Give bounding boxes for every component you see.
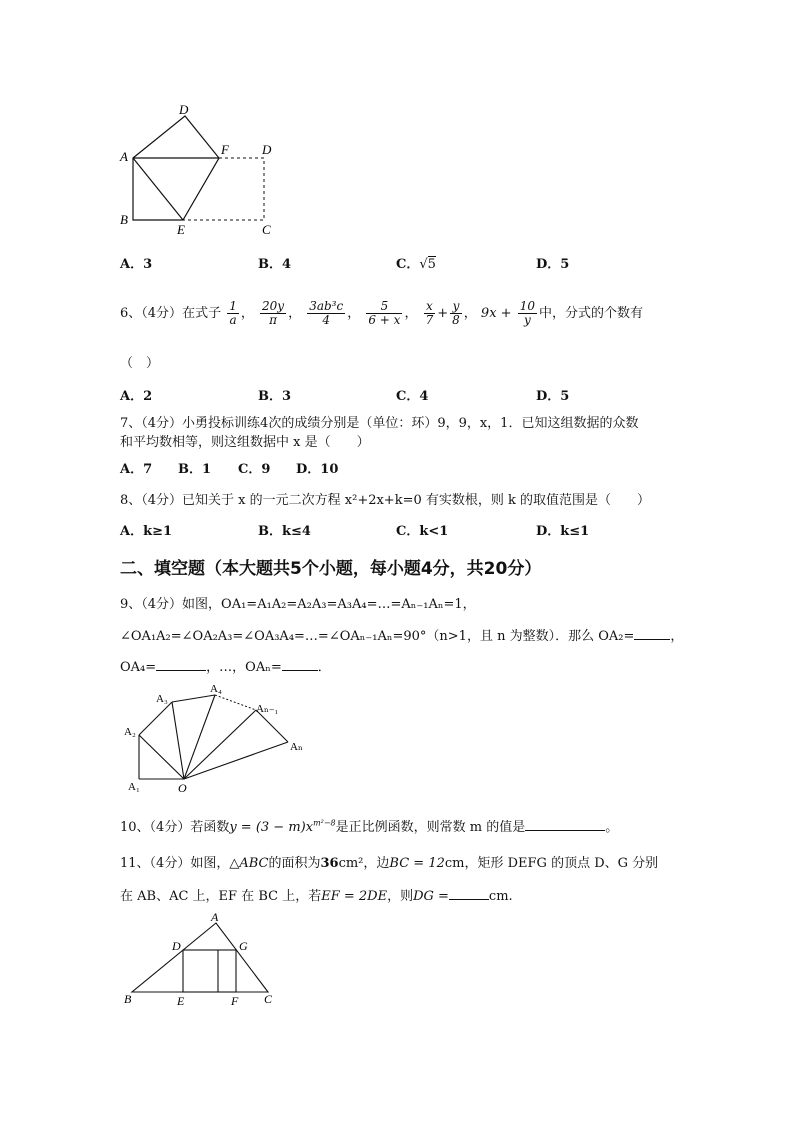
q8-text: 8、（4分）已知关于 x 的一元二次方程 x²+2x+k=0 有实数根，则 k 的取值范围是（ ）: [120, 493, 651, 508]
blank-oa2[interactable]: [634, 627, 670, 640]
q8-option-b: B．k≤4: [258, 524, 311, 539]
q11-unit: cm²: [338, 856, 364, 871]
label-a: A: [120, 149, 128, 164]
q6-option-d: D．5: [536, 389, 570, 404]
label-a: A: [211, 910, 219, 924]
segment-ae: [133, 158, 183, 220]
q10-a: 10、（4分）若函数: [120, 820, 230, 835]
q6-stem: 6、（4分）在式子 $\frac{1}{a}$ ， $\frac{20y}{\pi}$ ， $\frac{\text{3ab³c}}{4}$ ， $\frac{5}{6 + x}$ ， $\frac{x}{7}$ + $\frac{y}{8}$ ， 9x + $\frac{10}{y}$ 中，分式的个数有: [120, 299, 643, 327]
q11-dg: DG =: [413, 889, 449, 904]
label-d-right: D: [262, 142, 272, 157]
q8-option-d: D．k≤1: [536, 524, 590, 539]
q11-line2a: 在 AB、AC 上，EF 在 BC 上，若: [120, 889, 322, 904]
label-a1: A₁: [128, 781, 140, 793]
q10-line: [120, 816, 618, 835]
q10-b: 是正比例函数，则常数 m 的值是: [335, 820, 526, 835]
q9-line3c: ．: [317, 660, 331, 675]
q7-line2: 和平均数相等，则这组数据中 x 是（ ）: [120, 435, 370, 450]
q9-line1: 9、（4分）如图，OA₁=A₁A₂=A₂A₃=A₃A₄=…=Aₙ₋₁Aₙ=1，: [120, 597, 476, 612]
label-g: G: [239, 939, 248, 953]
q11-line1: [120, 852, 658, 871]
label-f: F: [221, 142, 229, 157]
q9-line2: ∠OA₁A₂=∠OA₂A₃=∠OA₃A₄=…=∠OAₙ₋₁Aₙ=90°（n>1，且 n 为整数）．那么 OA₂= ，: [120, 629, 684, 644]
q11-line2b: ，则: [387, 889, 414, 904]
q6-tail: 中，分式的个数有: [538, 306, 643, 321]
expr-2: $\frac{20y}{\pi}$: [262, 299, 285, 327]
expr-5a: $\frac{x}{7}$: [425, 299, 434, 327]
label-b: B: [120, 212, 128, 227]
q6-option-b: B．3: [258, 389, 292, 404]
expr-5b: $\frac{y}{8}$: [452, 299, 460, 327]
q11-line2: [120, 885, 513, 904]
ray-o-an1: [184, 710, 256, 779]
label-a2: A₂: [124, 726, 136, 738]
q11-bc: BC = 12: [389, 856, 445, 871]
ray-o-an: [184, 742, 288, 779]
q10-c: 。: [605, 820, 619, 835]
rect-defg: [183, 950, 236, 992]
seg-a2-a3: [139, 702, 172, 735]
q9-line3a: OA₄=: [120, 660, 157, 675]
expr-4: $\frac{5}{6 + x}$: [368, 299, 401, 327]
q6-option-a: A．2: [120, 389, 153, 404]
expr-6-prefix: 9x +: [480, 306, 516, 321]
q11-line1a: 11、（4分）如图，: [120, 856, 230, 871]
q9-line2-text: ∠OA₁A₂=∠OA₂A₃=∠OA₃A₄=…=∠OAₙ₋₁Aₙ=90°（n>1，且 n 为整数）．那么 OA₂=: [120, 629, 635, 644]
q7-option-b: B．1: [178, 462, 212, 477]
label-o: O: [178, 781, 187, 795]
label-c: C: [264, 992, 273, 1006]
q7-line1: 7、（4分）小勇投标训练4次的成绩分别是（单位：环）9，9，x，1．已知这组数据的众数: [120, 416, 639, 431]
q11-area: 36: [320, 856, 339, 871]
label-a3: A₃: [156, 693, 168, 705]
label-an: Aₙ: [290, 741, 303, 753]
q9-line3: [120, 656, 331, 675]
q6-score: （4分）: [141, 306, 183, 321]
q5-figure: [115, 100, 285, 240]
q5-option-d: D．5: [536, 257, 570, 272]
q7-option-d: D．10: [296, 462, 339, 477]
q5-option-c-label: C．: [396, 257, 420, 272]
section-title: 二、填空题（本大题共5个小题，每小题4分，共20分）: [120, 559, 542, 579]
q5-option-b: B．4: [258, 257, 292, 272]
expr-1: $\frac{1}{a}$: [229, 299, 237, 327]
q6-paren: （ ）: [120, 356, 160, 371]
pentagon-shape: [133, 116, 219, 220]
q9-figure: [120, 680, 320, 800]
blank-m[interactable]: [525, 818, 605, 831]
seg-a3-a4: [172, 695, 215, 702]
dashed-rectangle-part: [183, 158, 264, 220]
label-d: D: [172, 939, 181, 953]
expr-3: $\frac{\text{3ab³c}}{4}$: [309, 299, 344, 327]
q5-option-a: A．3: [120, 257, 153, 272]
blank-dg[interactable]: [449, 887, 489, 900]
q6-number: 6、: [120, 306, 142, 321]
q11-line2c: cm.: [488, 889, 513, 904]
ray-o-a2: [139, 735, 184, 779]
q7-option-c: C．9: [238, 462, 271, 477]
label-b: B: [124, 992, 132, 1006]
triangle-abc: [132, 923, 268, 992]
sqrt-arg: 5: [427, 257, 436, 272]
label-e: E: [177, 994, 185, 1008]
blank-oa4[interactable]: [156, 658, 206, 671]
q11-line1b: 的面积为: [268, 856, 321, 871]
expr-6: $\frac{10}{y}$: [519, 299, 535, 327]
ray-o-a3: [172, 702, 184, 779]
label-f: F: [231, 994, 239, 1008]
q11-figure: [120, 908, 290, 1013]
q8-option-c: C．k<1: [396, 524, 449, 539]
label-d-top: D: [179, 102, 189, 117]
q11-line1c: ，边: [363, 856, 390, 871]
seg-a4-an1: [215, 695, 256, 710]
label-an1: Aₙ₋₁: [256, 703, 279, 715]
blank-oan[interactable]: [282, 658, 318, 671]
q10-exponent: m²−8: [313, 818, 336, 828]
q11-ef: EF = 2DE: [321, 889, 388, 904]
q11-cm: cm: [444, 856, 465, 871]
q11-line1d: ，矩形 DEFG 的顶点 D、G 分别: [464, 856, 659, 871]
q11-tri: △ABC: [229, 856, 269, 871]
q5-option-c: [396, 253, 436, 272]
sqrt-symbol: √: [419, 257, 428, 272]
q10-formula: y = (3 − m)x: [229, 820, 314, 835]
q7-option-a: A．7: [120, 462, 153, 477]
label-e: E: [177, 222, 185, 237]
label-a4: A₄: [210, 683, 222, 695]
q6-option-c: C．4: [396, 389, 429, 404]
q8-option-a: A．k≥1: [120, 524, 173, 539]
q9-line3b: ，…，OAₙ=: [206, 660, 282, 675]
ray-o-a4: [184, 695, 215, 779]
q6-intro: 在式子: [182, 306, 222, 321]
label-c: C: [262, 222, 271, 237]
